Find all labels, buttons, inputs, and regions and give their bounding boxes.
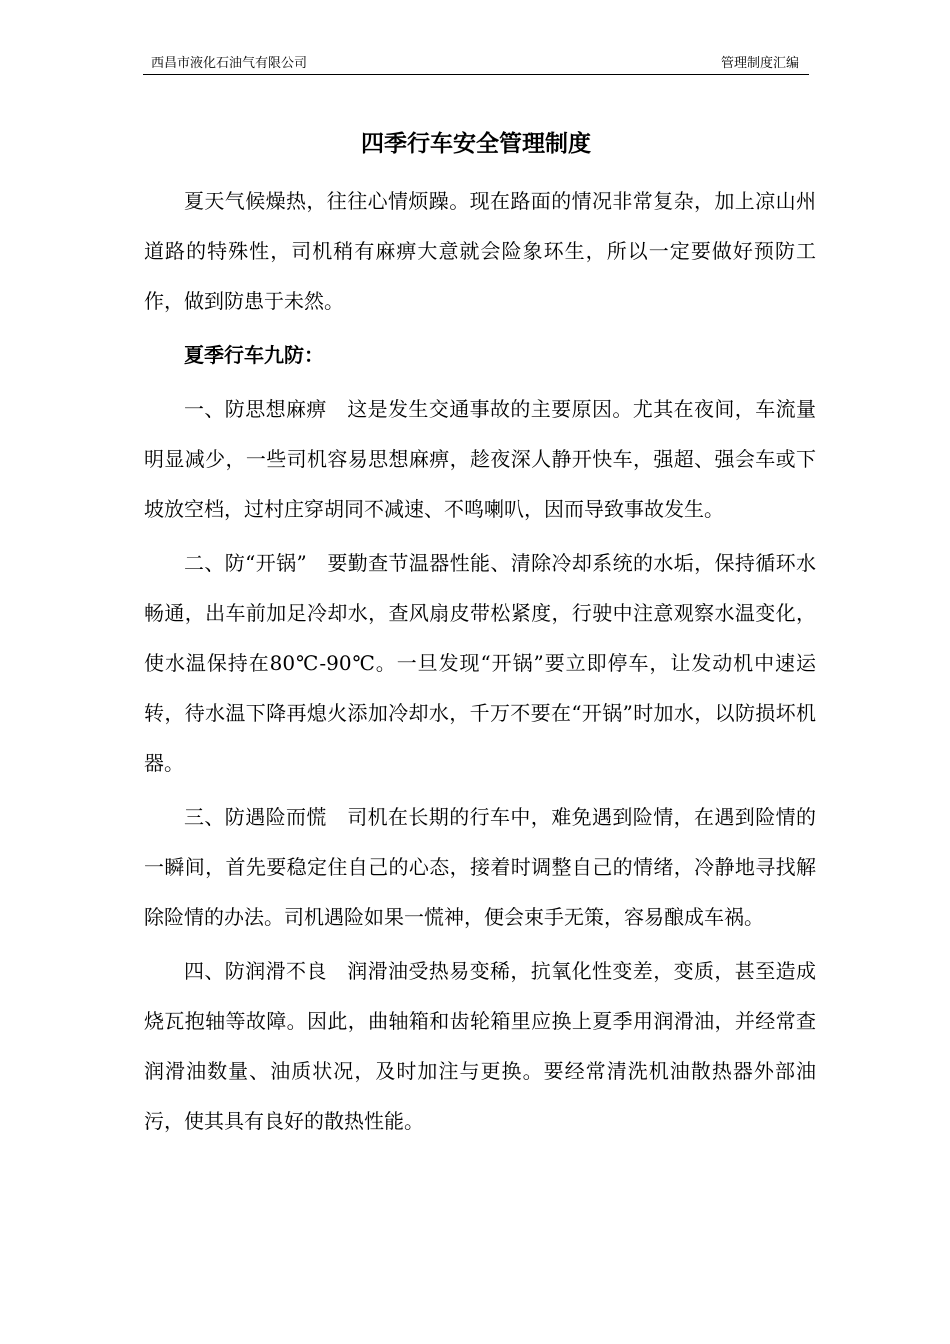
intro-paragraph: 夏天气候燥热，往往心情烦躁。现在路面的情况非常复杂，加上凉山州道路的特殊性，司机稍有麻痹大意就会险象环生，所以一定要做好预防工作，做到防患于未然。 <box>144 189 816 313</box>
page-header <box>143 56 809 75</box>
rule-item-2: 二、防“开锅” 要勤查节温器性能、清除冷却系统的水垢，保持循环水畅通，出车前加足冷却水，查风扇皮带松紧度，行驶中注意观察水温变化，使水温保持在80℃-90℃。一旦发现“开锅”要立即停车，让发动机中速运转，待水温下降再熄火添加冷却水，千万不要在“开锅”时加水，以防损坏机器。 <box>144 551 816 775</box>
section-subheading: 夏季行车九防： <box>184 343 324 367</box>
header-collection-name: 管理制度汇编 <box>720 56 799 71</box>
header-company-name: 西昌市液化石油气有限公司 <box>151 56 308 71</box>
rule-item-3: 三、防遇险而慌 司机在长期的行车中，难免遇到险情，在遇到险情的一瞬间，首先要稳定住自己的心态，接着时调整自己的情绪，冷静地寻找解除险情的办法。司机遇险如果一慌神，便会束手无策，容易酿成车祸。 <box>144 805 816 929</box>
document-title: 四季行车安全管理制度 <box>361 130 591 157</box>
rule-item-4: 四、防润滑不良 润滑油受热易变稀，抗氧化性变差，变质，甚至造成烧瓦抱轴等故障。因此，曲轴箱和齿轮箱里应换上夏季用润滑油，并经常查润滑油数量、油质状况，及时加注与更换。要经常清洗机油散热器外部油污，使其具有良好的散热性能。 <box>144 959 816 1133</box>
document-body <box>144 176 816 1146</box>
rule-item-1: 一、防思想麻痹 这是发生交通事故的主要原因。尤其在夜间，车流量明显减少，一些司机容易思想麻痹，趁夜深人静开快车，强超、强会车或下坡放空档，过村庄穿胡同不减速、不鸣喇叭，因而导致事故发生。 <box>144 397 816 521</box>
